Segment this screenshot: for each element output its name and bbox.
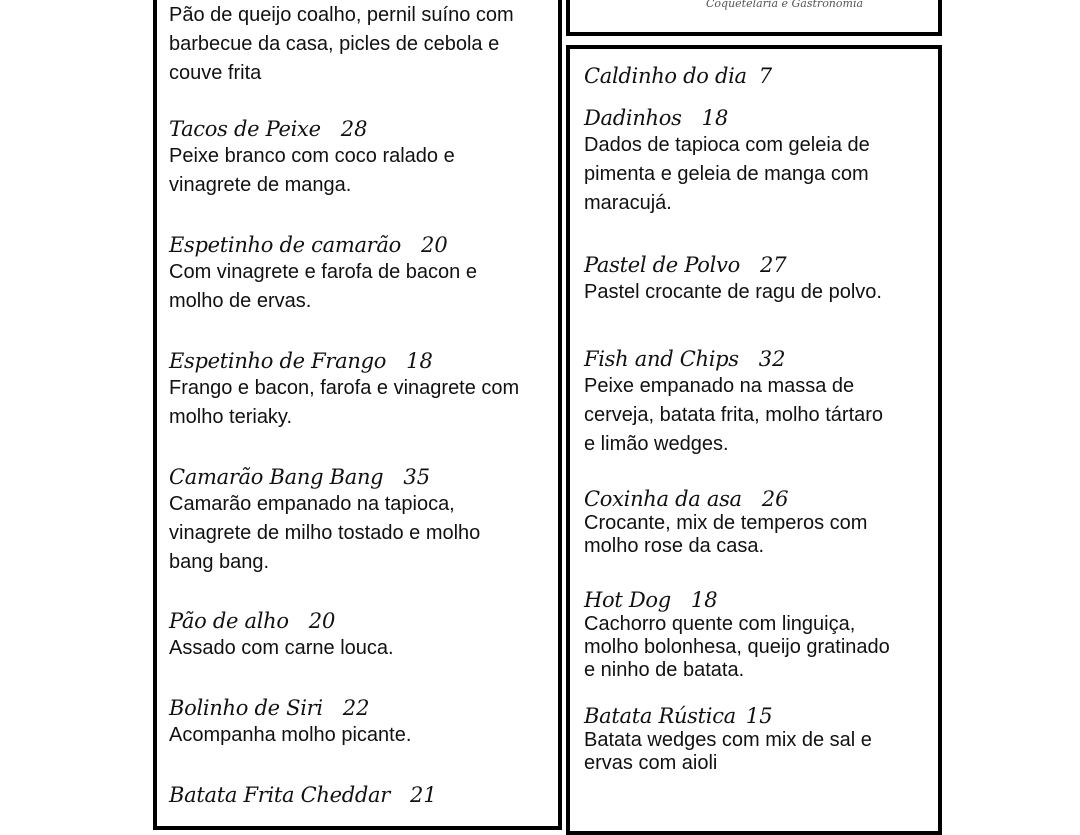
logo-tagline: Coquetelaria e Gastronomia [706,0,864,10]
menu-item-name: Batata Rústica [584,704,736,728]
menu-item-name: Caldinho do dia [584,64,747,88]
menu-item-price: 28 [340,117,368,141]
menu-item-name: Bolinho de Siri [169,696,323,720]
menu-item-price: 20 [420,233,448,257]
menu-item-name: Espetinho de Frango [169,349,387,373]
menu-item-price: 22 [342,696,370,720]
menu-item-price: 21 [409,783,437,807]
menu-item-coxinha-da-asa [584,486,930,558]
menu-item-espetinho-camarao [169,232,550,316]
menu-item-name: Batata Frita Cheddar [169,783,390,807]
menu-item-price: 7 [758,64,773,88]
menu-item-description: Pão de queijo coalho, pernil suíno com barbecue da casa, picles de cebola e couve frita [169,4,514,84]
menu-item-dadinhos [584,105,930,218]
menu-item-name: Pastel de Polvo [584,253,740,277]
menu-item-name: Dadinhos [584,106,682,130]
menu-item-price: 26 [761,487,789,511]
menu-left-panel [153,0,562,830]
menu-item-bolinho-de-siri [169,695,550,750]
menu-item-name: Hot Dog [584,588,671,612]
menu-item-description: Batata wedges com mix de sal e ervas com aioli [584,729,872,774]
menu-item-top [169,1,550,88]
menu-item-batata-rustica [584,703,930,775]
menu-item-camarao-bang-bang [169,464,550,577]
menu-item-pastel-de-polvo [584,252,930,307]
menu-item-price: 18 [701,106,729,130]
menu-item-description: Cachorro quente com linguiça, molho bolonhesa, queijo gratinado e ninho de batata. [584,613,890,681]
menu-item-batata-frita-cheddar [169,782,550,808]
menu-item-description: Peixe branco com coco ralado e vinagrete de manga. [169,145,455,196]
menu-item-hot-dog [584,587,930,682]
menu-item-name: Pão de alho [169,609,289,633]
menu-item-price: 27 [759,253,787,277]
menu-item-description: Crocante, mix de temperos com molho rose da casa. [584,512,868,557]
menu-item-price: 18 [406,349,433,373]
menu-item-description: Com vinagrete e farofa de bacon e molho de ervas. [169,261,477,312]
menu-item-description: Peixe empanado na massa de cerveja, batata frita, molho tártaro e limão wedges. [584,375,884,455]
menu-item-name: Fish and Chips [584,347,739,371]
menu-item-description: Acompanha molho picante. [169,724,412,746]
menu-item-pao-de-alho [169,608,550,663]
menu-item-price: 18 [690,588,718,612]
menu-item-caldinho [584,63,930,89]
menu-item-price: 15 [745,704,773,728]
menu-item-price: 35 [403,465,431,489]
menu-item-tacos-de-peixe [169,116,550,200]
menu-item-description: Dados de tapioca com geleia de pimenta e geleia de manga com maracujá. [584,134,870,214]
menu-item-description: Frango e bacon, farofa e vinagrete com molho teriaky. [169,377,520,428]
menu-item-price: 20 [308,609,336,633]
menu-item-name: Coxinha da asa [584,487,742,511]
menu-item-name: Espetinho de camarão [169,233,401,257]
menu-item-price: 32 [758,347,786,371]
menu-item-name: Camarão Bang Bang [169,465,384,489]
menu-item-name: Tacos de Peixe [169,117,321,141]
menu-item-description: Pastel crocante de ragu de polvo. [584,281,882,303]
menu-item-description: Camarão empanado na tapioca, vinagrete de milho tostado e molho bang bang. [169,493,481,573]
menu-item-description: Assado com carne louca. [169,637,394,659]
menu-item-fish-and-chips [584,346,930,459]
logo-panel [566,0,942,36]
menu-right-panel [566,45,942,835]
menu-item-espetinho-frango [169,348,550,432]
